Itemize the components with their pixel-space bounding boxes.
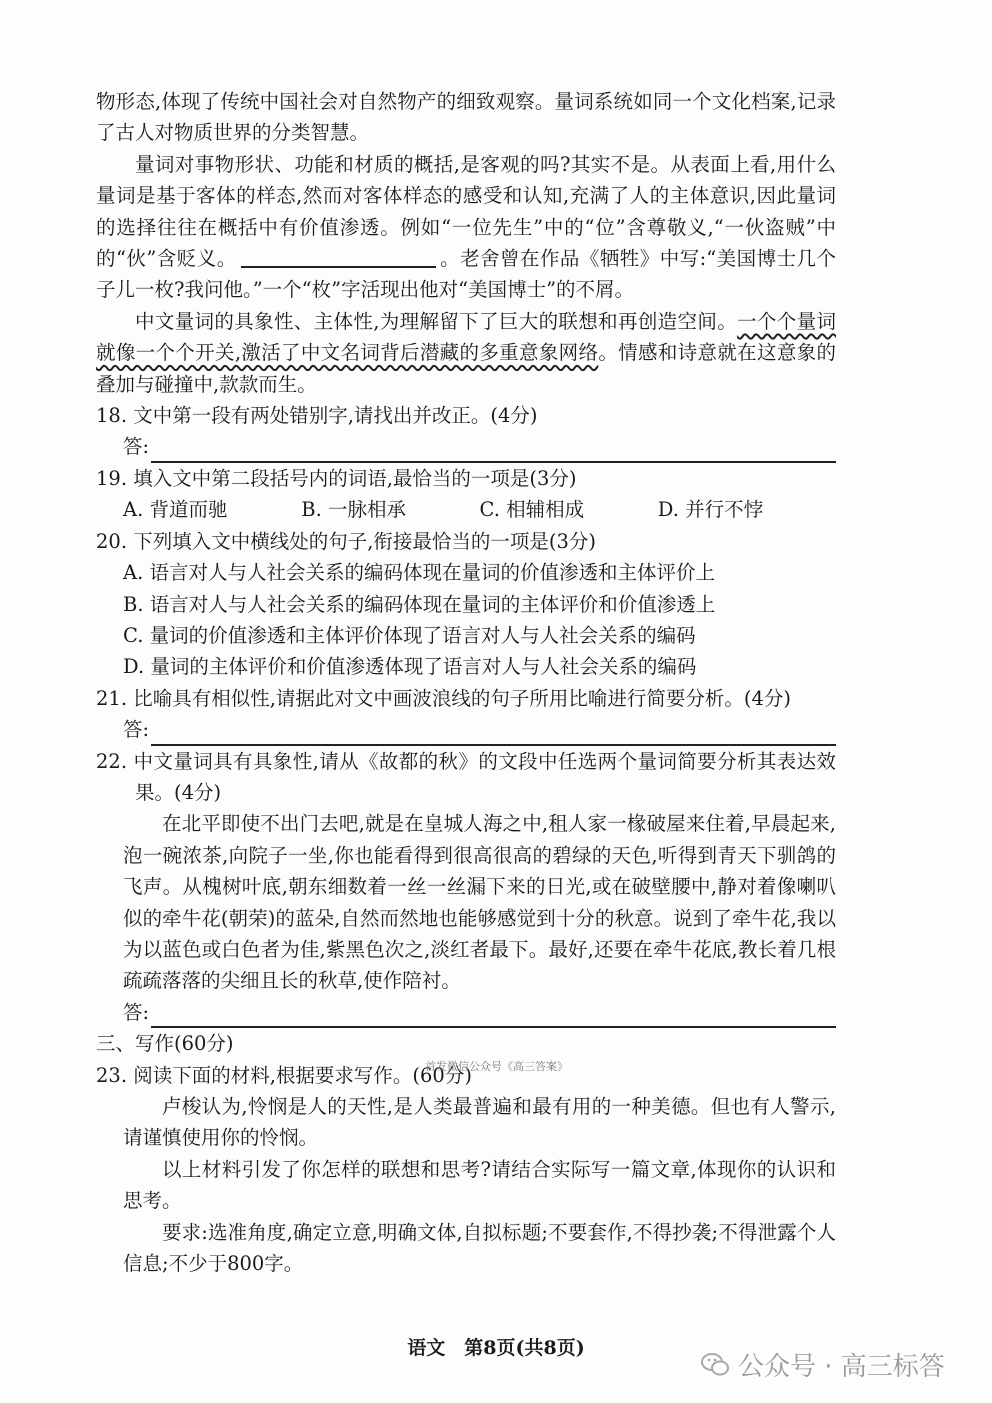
option-c: C. 量词的价值渗透和主体评价体现了语言对人与人社会关系的编码 (123, 623, 696, 647)
paragraph-2: 量词对事物形状、功能和材质的概括,是客观的吗?其实不是。从表面上看,用什么量词是基于客体的样态,然而对客体样态的感受和认知,充满了人的主体意识,因此量词的选择往往在概括中有价值渗透。例如“一位先生”中的“位”含尊敬义,“一伙盗贼”中的“伙”含贬义。 。老舍曾在作品《牺牲》中写:“美国博士几个子儿一枚?我问他。”一个“枚”字活现出他对“美国博士”的不屑。 (96, 152, 836, 302)
exam-page (96, 86, 836, 1279)
brand-text: 公众号 · 高三标答 (738, 1352, 945, 1382)
fill-blank-line (241, 246, 436, 268)
brand-watermark (700, 1346, 945, 1383)
question-22-passage: 在北平即使不出门去吧,就是在皇城人海之中,租人家一椽破屋来住着,早晨起来,泡一碗浓茶,向院子一坐,你也能看得到很高很高的碧绿的天色,听得到青天下驯鸽的飞声。从槐树叶底,朝东细数着一丝一丝漏下来的日光,或在破壁腰中,静对着像喇叭似的牵牛花(朝荣)的蓝朵,自然而然地也能够感觉到十分的秋意。说到了牵牛花,我以为以蓝色或白色者为佳,紫黑色次之,淡红者最下。最好,还要在牵牛花底,教长着几根疏疏落落的尖细且长的秋草,使作陪衬。 (123, 812, 836, 993)
question-23-material: 卢梭认为,怜悯是人的天性,是人类最普遍和最有用的一种美德。但也有人警示,请谨慎使用你的怜悯。 (123, 1095, 836, 1150)
option-c: C. 相辅相成 (479, 498, 585, 522)
paragraph-3: 中文量词的具象性、主体性,为理解留下了巨大的联想和再创造空间。一个个量词就像一个个开关,激活了中文名词背后潜藏的多重意象网络。情感和诗意就在这意象的叠加与碰撞中,款款而生。 (96, 309, 836, 396)
option-b: B. 语言对人与人社会关系的编码体现在量词的主体评价和价值渗透上 (123, 592, 716, 616)
wechat-icon (700, 1352, 730, 1378)
question-19-options (96, 494, 836, 525)
section-3-title: 三、写作(60分) (96, 1032, 234, 1056)
wavy-underlined-sentence: 一个个量词就像一个个开关,激活了中文名词背后潜藏的多重意象网络 (96, 309, 836, 365)
question-18: 18. 文中第一段有两处错别字,请找出并改正。(4分) (96, 404, 538, 428)
option-d: D. 并行不悖 (657, 498, 764, 522)
question-19: 19. 填入文中第二段括号内的词语,最恰当的一项是(3分) (96, 466, 577, 490)
watermark-text: 首发微信公众号《高三答案》 (425, 1060, 568, 1073)
option-b: B. 一脉相承 (301, 498, 406, 522)
question-22: 22. 中文量词具有具象性,请从《故都的秋》的文段中任选两个量词简要分析其表达效果。(4分) (96, 749, 836, 804)
question-21: 21. 比喻具有相似性,请据此对文中画波浪线的句子所用比喻进行简要分析。(4分) (96, 686, 792, 710)
question-23: 23. 阅读下面的材料,根据要求写作。(60分) (96, 1063, 472, 1087)
page-footer: 语文 第8页(共8页) (407, 1337, 585, 1359)
question-23-requirements: 要求:选准角度,确定立意,明确文体,自拟标题;不要套作,不得抄袭;不得泄露个人信息;不少于800字。 (123, 1220, 836, 1276)
paragraph-1-end: 物形态,体现了传统中国社会对自然物产的细致观察。量词系统如同一个文化档案,记录了古人对物质世界的分类智慧。 (96, 90, 836, 145)
option-d: D. 量词的主体评价和价值渗透体现了语言对人与人社会关系的编码 (123, 655, 697, 679)
answer-line-22: 答: (96, 997, 836, 1028)
option-a: A. 语言对人与人社会关系的编码体现在量词的价值渗透和主体评价上 (123, 561, 715, 585)
question-20: 20. 下列填入文中横线处的句子,衔接最恰当的一项是(3分) (96, 529, 597, 553)
answer-line-18: 答: (96, 431, 836, 462)
question-23-prompt: 以上材料引发了你怎样的联想和思考?请结合实际写一篇文章,体现你的认识和思考。 (123, 1157, 836, 1213)
answer-line-21: 答: (96, 714, 836, 745)
option-a: A. 背道而驰 (123, 498, 228, 522)
